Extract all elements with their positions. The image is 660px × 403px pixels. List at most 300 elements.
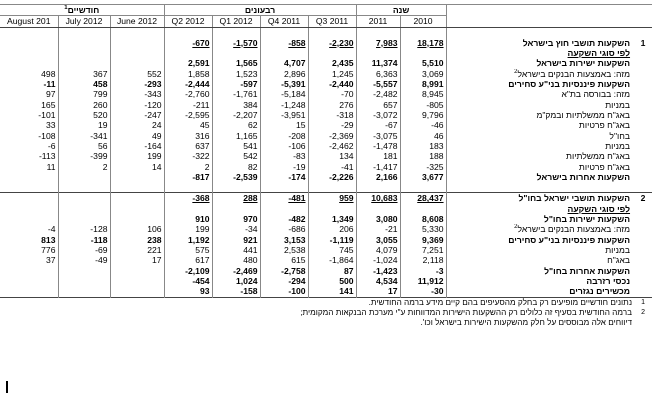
table-cell: 221 bbox=[110, 245, 164, 255]
row-number bbox=[634, 214, 652, 224]
col-header: August 201 bbox=[0, 16, 58, 27]
table-cell: -2,482 bbox=[356, 89, 400, 99]
table-cell bbox=[0, 204, 58, 214]
table-cell bbox=[58, 193, 110, 204]
table-cell: 165 bbox=[0, 100, 58, 110]
table-cell bbox=[0, 182, 58, 192]
row-label: באג"ח bbox=[607, 255, 631, 266]
table-cell: -1,864 bbox=[308, 255, 356, 265]
table-cell bbox=[110, 193, 164, 204]
table-cell: 4,079 bbox=[356, 245, 400, 255]
table-cell: 637 bbox=[164, 141, 212, 151]
table-row bbox=[0, 48, 652, 58]
table-cell: -1,119 bbox=[308, 235, 356, 245]
table-cell: -5,391 bbox=[260, 79, 308, 89]
table-cell: 7,251 bbox=[400, 245, 446, 255]
table-cell: -343 bbox=[110, 89, 164, 99]
table-cell: 970 bbox=[212, 214, 260, 224]
footnote-text: דיווחים אלה מבוססים על חלק מהשקעות הישירות בישראל וכו'. bbox=[420, 318, 633, 328]
table-cell bbox=[0, 193, 58, 204]
table-cell bbox=[308, 182, 356, 192]
table-cell: 1,245 bbox=[308, 69, 356, 79]
table-cell: -3,072 bbox=[356, 110, 400, 120]
table-cell: 28,437 bbox=[400, 193, 446, 204]
table-cell bbox=[0, 48, 58, 58]
col-header: Q2 2012 bbox=[164, 16, 212, 27]
table-cell bbox=[260, 48, 308, 58]
footnote-mark bbox=[634, 318, 652, 328]
table-cell: 87 bbox=[308, 266, 356, 276]
table-cell: 2,118 bbox=[400, 255, 446, 265]
table-cell: -49 bbox=[58, 255, 110, 265]
table-cell: 238 bbox=[110, 235, 164, 245]
table-cell: -164 bbox=[110, 141, 164, 151]
table-cell: -481 bbox=[260, 193, 308, 204]
table-cell: 2 bbox=[58, 162, 110, 172]
table-cell: 134 bbox=[308, 151, 356, 161]
table-row bbox=[0, 286, 652, 297]
table-cell: 959 bbox=[308, 193, 356, 204]
table-cell: -2,595 bbox=[164, 110, 212, 120]
table-cell: -34 bbox=[212, 224, 260, 234]
table-cell bbox=[356, 204, 400, 214]
row-label: השקעות תושבי ישראל בחו"ל bbox=[446, 193, 634, 204]
table-cell: -1,248 bbox=[260, 100, 308, 110]
table-row bbox=[0, 58, 652, 68]
col-header: 2011 bbox=[356, 16, 400, 27]
table-cell bbox=[58, 214, 110, 224]
table-cell: 921 bbox=[212, 235, 260, 245]
table-cell: 4,707 bbox=[260, 58, 308, 68]
table-cell: -318 bbox=[308, 110, 356, 120]
table-cell: 441 bbox=[212, 245, 260, 255]
table-cell bbox=[110, 58, 164, 68]
table-cell: 11,374 bbox=[356, 58, 400, 68]
table-cell: 6,363 bbox=[356, 69, 400, 79]
table-row bbox=[0, 276, 652, 286]
row-label: במניות bbox=[605, 244, 631, 255]
table-cell: -3,075 bbox=[356, 131, 400, 141]
row-label: באג"ח פרטיות bbox=[578, 120, 631, 131]
table-cell: 62 bbox=[212, 120, 260, 130]
row-number bbox=[634, 131, 652, 141]
table-cell: -2,469 bbox=[212, 266, 260, 276]
table-cell: 9,369 bbox=[400, 235, 446, 245]
table-cell: 3,069 bbox=[400, 69, 446, 79]
row-label: השקעות פיננסיות בני"ע סחירים bbox=[508, 78, 631, 89]
table-cell: 776 bbox=[0, 245, 58, 255]
table-cell: 11 bbox=[0, 162, 58, 172]
table-cell: 5,510 bbox=[400, 58, 446, 68]
table-cell: -67 bbox=[356, 120, 400, 130]
table-cell: -482 bbox=[260, 214, 308, 224]
group-quarterly: רבעונים bbox=[164, 5, 356, 16]
table-cell: 2,166 bbox=[356, 172, 400, 182]
table-cell: -1,423 bbox=[356, 266, 400, 276]
table-cell: 14 bbox=[110, 162, 164, 172]
table-cell bbox=[260, 27, 308, 37]
table-cell: -2,226 bbox=[308, 172, 356, 182]
table-cell: -1,761 bbox=[212, 89, 260, 99]
row-label: מזה: באמצעות הבנקים בישראל$^2$ bbox=[514, 68, 631, 79]
table-cell: -30 bbox=[400, 286, 446, 297]
table-cell: -3 bbox=[400, 266, 446, 276]
table-cell: 106 bbox=[110, 224, 164, 234]
table-row bbox=[0, 79, 652, 89]
table-cell: 288 bbox=[212, 193, 260, 204]
table-cell: -118 bbox=[58, 235, 110, 245]
table-row bbox=[0, 151, 652, 161]
row-number bbox=[634, 27, 652, 37]
table-cell: 3,080 bbox=[356, 214, 400, 224]
table-cell: -108 bbox=[0, 131, 58, 141]
table-cell: 7,983 bbox=[356, 38, 400, 48]
table-cell: -70 bbox=[308, 89, 356, 99]
row-number bbox=[634, 245, 652, 255]
table-cell: 18,178 bbox=[400, 38, 446, 48]
row-label: מזה: בבורסה בת"א bbox=[561, 89, 631, 100]
footnote-text: ברמה החודשית בסעיף זה כלולים רק ההשקעות הישירות המדווחות ע"י מערכת הבנקאות המקומית; bbox=[300, 307, 633, 317]
row-label: בחו"ל bbox=[609, 130, 631, 141]
table-cell: 2,538 bbox=[260, 245, 308, 255]
balance-of-payments-table bbox=[0, 4, 652, 329]
table-cell: 8,991 bbox=[400, 79, 446, 89]
table-cell bbox=[400, 182, 446, 192]
table-cell: -120 bbox=[110, 100, 164, 110]
table-row bbox=[0, 182, 652, 192]
table-cell: -322 bbox=[164, 151, 212, 161]
table-cell bbox=[0, 214, 58, 224]
table-cell: 188 bbox=[400, 151, 446, 161]
table-row bbox=[0, 110, 652, 120]
row-number bbox=[634, 255, 652, 265]
table-row bbox=[0, 255, 652, 265]
table-cell: 799 bbox=[58, 89, 110, 99]
table-cell bbox=[58, 27, 110, 37]
table-cell bbox=[58, 276, 110, 286]
table-row bbox=[0, 214, 652, 224]
table-cell: 199 bbox=[110, 151, 164, 161]
table-row bbox=[0, 120, 652, 130]
table-cell: -69 bbox=[58, 245, 110, 255]
table-cell: -3,951 bbox=[260, 110, 308, 120]
table-cell: -211 bbox=[164, 100, 212, 110]
table-cell: -2,444 bbox=[164, 79, 212, 89]
table-row bbox=[0, 162, 652, 172]
table-cell bbox=[58, 182, 110, 192]
table-cell: 1,858 bbox=[164, 69, 212, 79]
table-cell: 183 bbox=[400, 141, 446, 151]
group-header-row bbox=[0, 5, 652, 16]
table-row bbox=[0, 89, 652, 99]
table-cell: -100 bbox=[260, 286, 308, 297]
table-cell bbox=[356, 48, 400, 58]
table-cell: -294 bbox=[260, 276, 308, 286]
table-cell bbox=[260, 182, 308, 192]
table-cell: 46 bbox=[400, 131, 446, 141]
table-cell: -399 bbox=[58, 151, 110, 161]
row-label: השקעות ישירות בישראל bbox=[536, 58, 631, 69]
table-cell: -2,758 bbox=[260, 266, 308, 276]
table-cell: 17 bbox=[356, 286, 400, 297]
table-cell: 1,165 bbox=[212, 131, 260, 141]
table-cell: 82 bbox=[212, 162, 260, 172]
table-cell bbox=[212, 27, 260, 37]
table-cell bbox=[0, 266, 58, 276]
row-number bbox=[634, 100, 652, 110]
table-row bbox=[0, 193, 652, 204]
row-number bbox=[634, 151, 652, 161]
row-label: מזה: באמצעות הבנקים בישראל$^2$ bbox=[514, 224, 631, 235]
table-cell: -101 bbox=[0, 110, 58, 120]
table-cell: 141 bbox=[308, 286, 356, 297]
table-cell bbox=[212, 182, 260, 192]
table-cell: -5,557 bbox=[356, 79, 400, 89]
table-cell bbox=[58, 204, 110, 214]
table-cell bbox=[308, 48, 356, 58]
footnote-mark: 1 bbox=[634, 297, 652, 308]
row-number bbox=[634, 69, 652, 79]
footnote-row bbox=[0, 297, 652, 308]
table-cell bbox=[58, 48, 110, 58]
table-cell: 1,565 bbox=[212, 58, 260, 68]
row-label: לפי סוגי השקעה bbox=[567, 47, 631, 58]
table-cell: 384 bbox=[212, 100, 260, 110]
row-label: באג"ח ממשלתיות bbox=[566, 151, 631, 162]
table-cell: 11,912 bbox=[400, 276, 446, 286]
table-cell: -1,024 bbox=[356, 255, 400, 265]
table-cell bbox=[164, 27, 212, 37]
table-cell: -208 bbox=[260, 131, 308, 141]
table-row bbox=[0, 204, 652, 214]
table-cell: 657 bbox=[356, 100, 400, 110]
table-cell: -670 bbox=[164, 38, 212, 48]
table-cell bbox=[110, 214, 164, 224]
row-label bbox=[446, 27, 634, 37]
table-row bbox=[0, 245, 652, 255]
table-cell: 276 bbox=[308, 100, 356, 110]
table-cell: 1,349 bbox=[308, 214, 356, 224]
table-cell: 2,896 bbox=[260, 69, 308, 79]
table-cell: 181 bbox=[356, 151, 400, 161]
table-cell: -158 bbox=[212, 286, 260, 297]
row-label: באג"ח ממשלתיות ובמק"מ bbox=[536, 109, 631, 120]
table-row bbox=[0, 235, 652, 245]
table-cell bbox=[356, 27, 400, 37]
table-cell bbox=[164, 182, 212, 192]
table-row bbox=[0, 38, 652, 48]
table-row bbox=[0, 100, 652, 110]
table-cell bbox=[110, 182, 164, 192]
table-cell: -341 bbox=[58, 131, 110, 141]
table-cell bbox=[0, 286, 58, 297]
table-cell bbox=[58, 38, 110, 48]
table-cell: -597 bbox=[212, 79, 260, 89]
table-cell: 1,024 bbox=[212, 276, 260, 286]
footnote-mark: 2 bbox=[641, 308, 645, 316]
table-cell: 745 bbox=[308, 245, 356, 255]
row-number bbox=[634, 235, 652, 245]
table-cell bbox=[0, 27, 58, 37]
table-cell: -83 bbox=[260, 151, 308, 161]
table-cell: 910 bbox=[164, 214, 212, 224]
row-label: השקעות אחרות בישראל bbox=[536, 172, 631, 182]
table-cell: 19 bbox=[58, 120, 110, 130]
table-cell: -2,109 bbox=[164, 266, 212, 276]
table-cell: 316 bbox=[164, 131, 212, 141]
table-cell: -11 bbox=[0, 79, 58, 89]
table-cell bbox=[58, 58, 110, 68]
table-cell: 4,534 bbox=[356, 276, 400, 286]
table-row bbox=[0, 266, 652, 276]
table-cell: -686 bbox=[260, 224, 308, 234]
table-cell: 260 bbox=[58, 100, 110, 110]
table-cell: 17 bbox=[110, 255, 164, 265]
table-cell: 367 bbox=[58, 69, 110, 79]
row-number bbox=[634, 110, 652, 120]
table-cell: 206 bbox=[308, 224, 356, 234]
col-header: July 2012 bbox=[58, 16, 110, 27]
table-cell: -1,478 bbox=[356, 141, 400, 151]
table-cell: -454 bbox=[164, 276, 212, 286]
table-cell: -817 bbox=[164, 172, 212, 182]
table-cell: -247 bbox=[110, 110, 164, 120]
footnote-row bbox=[0, 308, 652, 318]
table-cell: -113 bbox=[0, 151, 58, 161]
table-row bbox=[0, 69, 652, 79]
table-cell: 56 bbox=[58, 141, 110, 151]
table-cell: 10,683 bbox=[356, 193, 400, 204]
table-cell: -1,417 bbox=[356, 162, 400, 172]
row-number bbox=[634, 48, 652, 58]
table-cell: 2,591 bbox=[164, 58, 212, 68]
table-cell: -1,570 bbox=[212, 38, 260, 48]
table-cell: -293 bbox=[110, 79, 164, 89]
table-cell: 552 bbox=[110, 69, 164, 79]
table-cell bbox=[110, 266, 164, 276]
table-cell: -2,230 bbox=[308, 38, 356, 48]
table-cell: 617 bbox=[164, 255, 212, 265]
table-row bbox=[0, 27, 652, 37]
table-cell: 541 bbox=[212, 141, 260, 151]
row-label: באג"ח פרטיות bbox=[578, 161, 631, 172]
table-cell: -2,539 bbox=[212, 172, 260, 182]
col-header: 2010 bbox=[400, 16, 446, 27]
table-cell: 97 bbox=[0, 89, 58, 99]
table-cell: 8,945 bbox=[400, 89, 446, 99]
row-number bbox=[634, 224, 652, 234]
col-header: Q1 2012 bbox=[212, 16, 260, 27]
table-cell: 500 bbox=[308, 276, 356, 286]
table-cell: 8,608 bbox=[400, 214, 446, 224]
table-row bbox=[0, 131, 652, 141]
table-cell: 15 bbox=[260, 120, 308, 130]
row-number bbox=[634, 141, 652, 151]
table-cell bbox=[110, 38, 164, 48]
col-header: June 2012 bbox=[110, 16, 164, 27]
table-cell bbox=[58, 172, 110, 182]
text-cursor bbox=[6, 381, 8, 393]
table-cell: 9,796 bbox=[400, 110, 446, 120]
row-label: במניות bbox=[605, 99, 631, 110]
table-cell bbox=[110, 204, 164, 214]
table-cell: -2,369 bbox=[308, 131, 356, 141]
row-label: השקעות אחרות בחו"ל bbox=[544, 265, 631, 276]
table-cell: -29 bbox=[308, 120, 356, 130]
table-cell: -128 bbox=[58, 224, 110, 234]
table-cell bbox=[110, 48, 164, 58]
row-number bbox=[634, 172, 652, 182]
table-cell bbox=[356, 182, 400, 192]
table-cell bbox=[0, 38, 58, 48]
table-cell: 49 bbox=[110, 131, 164, 141]
table-cell: 2,435 bbox=[308, 58, 356, 68]
footnote-text: נתונים חודשיים מופיעים רק בחלק מהסעיפים בהם קיים מידע ברמה החודשית. bbox=[0, 297, 634, 308]
table-row bbox=[0, 141, 652, 151]
table-cell: 24 bbox=[110, 120, 164, 130]
row-number bbox=[634, 286, 652, 297]
row-number bbox=[634, 266, 652, 276]
row-label: במניות bbox=[605, 140, 631, 151]
table-row bbox=[0, 172, 652, 182]
table-cell: 3,153 bbox=[260, 235, 308, 245]
row-number bbox=[634, 204, 652, 214]
table-cell: 3,055 bbox=[356, 235, 400, 245]
table-cell: -805 bbox=[400, 100, 446, 110]
row-number bbox=[634, 79, 652, 89]
table-cell: -858 bbox=[260, 38, 308, 48]
row-label: השקעות פיננסיות בני"ע סחירים bbox=[508, 234, 631, 245]
row-label: לפי סוגי השקעה bbox=[567, 203, 631, 214]
row-label bbox=[446, 182, 634, 192]
row-label: השקעות תושבי חוץ בישראל bbox=[522, 37, 631, 48]
row-number: 2 bbox=[634, 193, 652, 204]
table-cell: -6 bbox=[0, 141, 58, 151]
row-number bbox=[634, 89, 652, 99]
group-monthly: חודשיים$^1$ bbox=[0, 5, 164, 16]
table-cell: 5,330 bbox=[400, 224, 446, 234]
table-cell: -2,760 bbox=[164, 89, 212, 99]
row-number bbox=[634, 120, 652, 130]
table-cell bbox=[400, 27, 446, 37]
table-cell: -4 bbox=[0, 224, 58, 234]
row-label: מכשירים נגזרים bbox=[569, 286, 631, 297]
table-cell: 458 bbox=[58, 79, 110, 89]
table-cell bbox=[212, 204, 260, 214]
col-header: Q4 2011 bbox=[260, 16, 308, 27]
table-cell bbox=[110, 276, 164, 286]
table-cell bbox=[260, 204, 308, 214]
table-cell: -21 bbox=[356, 224, 400, 234]
table-cell: 33 bbox=[0, 120, 58, 130]
table-cell: -106 bbox=[260, 141, 308, 151]
table-cell: -19 bbox=[260, 162, 308, 172]
table-cell bbox=[164, 48, 212, 58]
table-cell bbox=[58, 286, 110, 297]
table-cell: 93 bbox=[164, 286, 212, 297]
table-cell: 2 bbox=[164, 162, 212, 172]
table-cell: 498 bbox=[0, 69, 58, 79]
col-header: Q3 2011 bbox=[308, 16, 356, 27]
table-cell bbox=[164, 204, 212, 214]
table-cell: 542 bbox=[212, 151, 260, 161]
table-cell bbox=[308, 27, 356, 37]
table-cell bbox=[400, 48, 446, 58]
table-cell: -325 bbox=[400, 162, 446, 172]
table-cell bbox=[0, 58, 58, 68]
row-label: נכסי רזרבה bbox=[586, 275, 631, 286]
table-cell bbox=[400, 204, 446, 214]
